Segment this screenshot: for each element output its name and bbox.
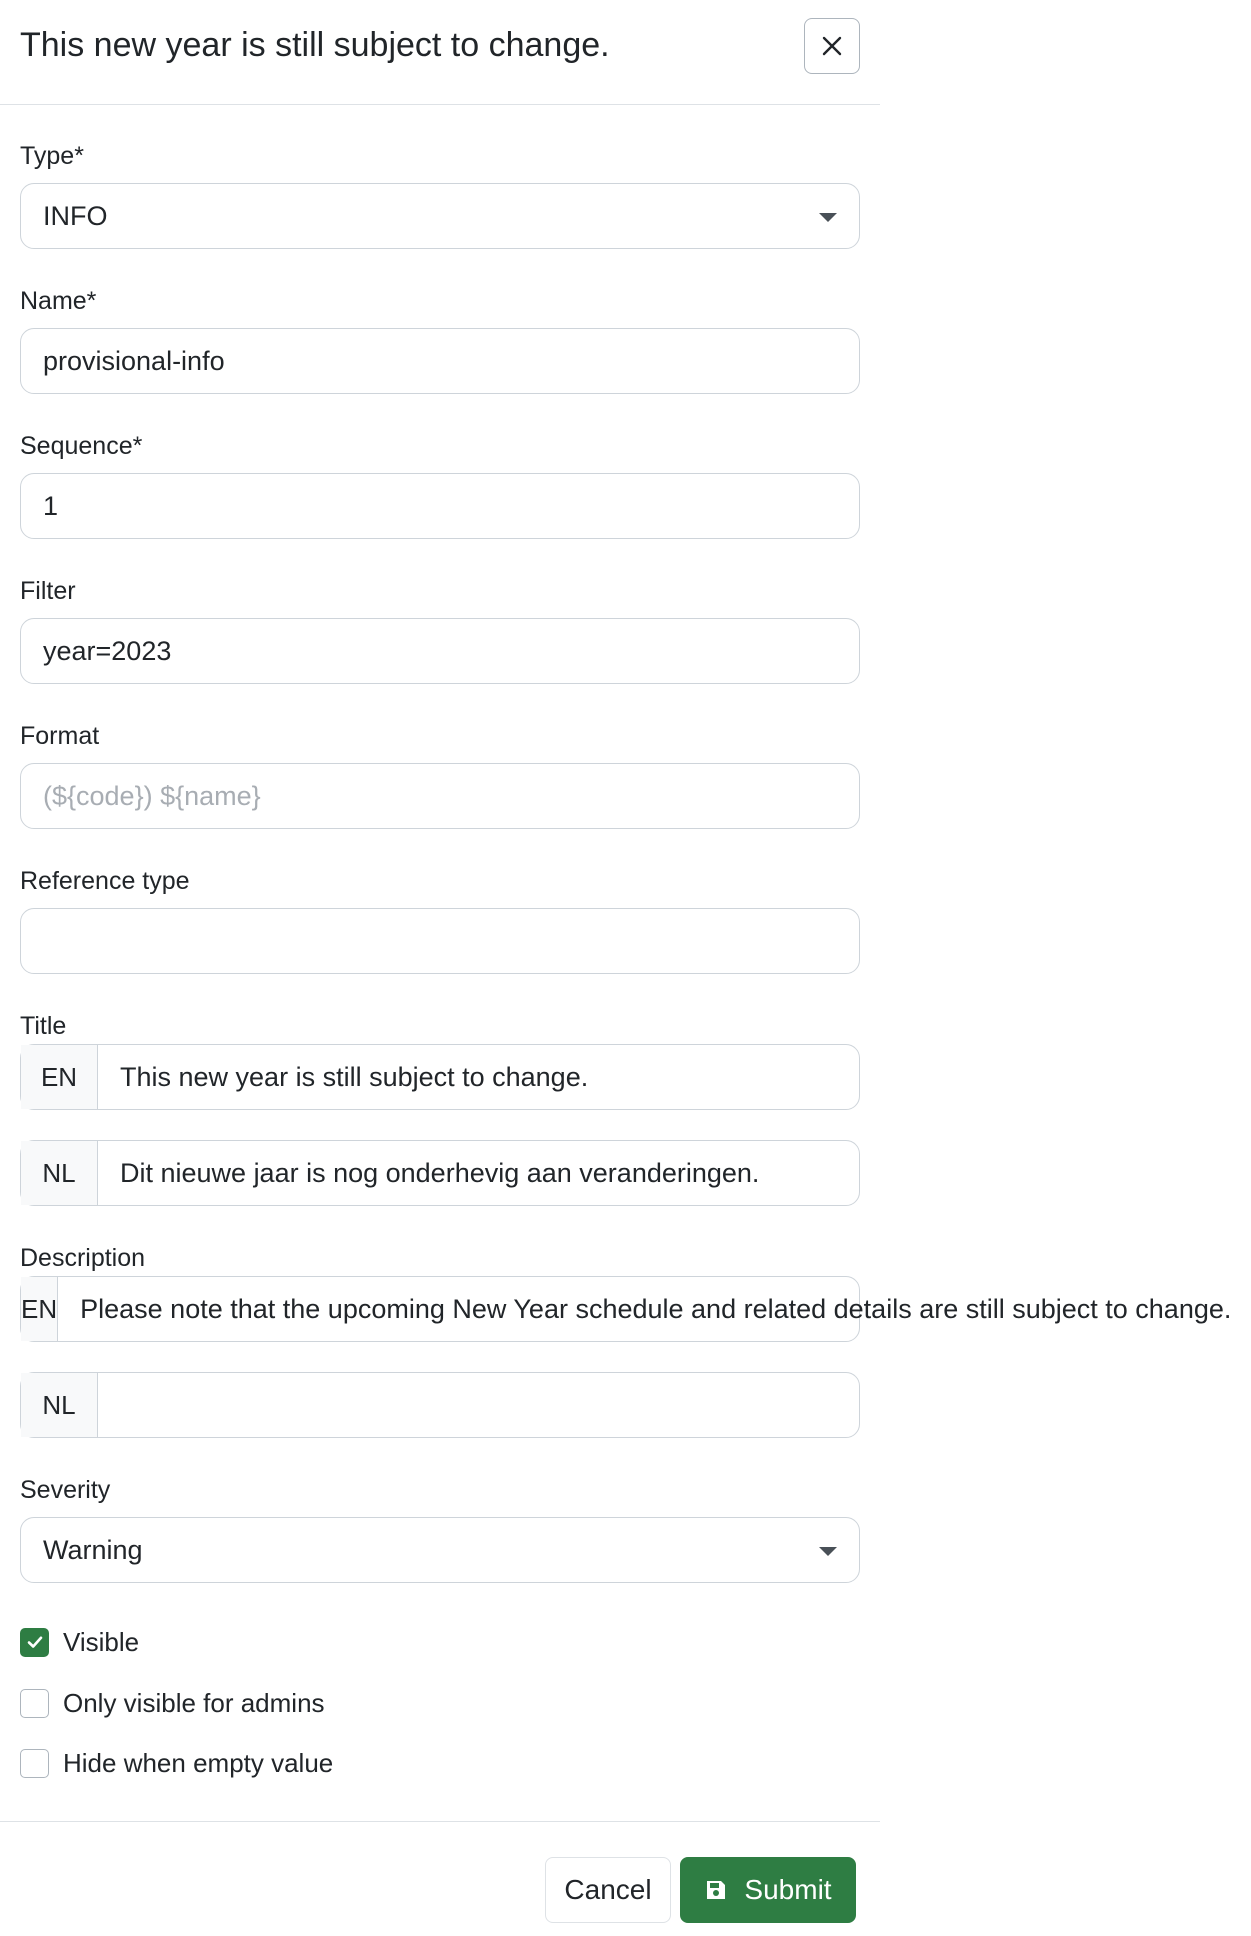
filter-input-value: year=2023 <box>43 635 172 666</box>
hide-empty-checkbox[interactable] <box>20 1749 49 1778</box>
type-select-value: INFO <box>43 200 108 231</box>
modal-header <box>0 0 880 105</box>
checkmark-icon <box>26 1633 44 1651</box>
name-input-value: provisional-info <box>43 345 225 376</box>
modal-body <box>0 105 1232 1821</box>
admins-only-checkbox-row <box>20 1687 325 1719</box>
severity-label: Severity <box>20 1476 111 1504</box>
name-input[interactable] <box>20 328 860 394</box>
visible-checkbox[interactable] <box>20 1628 49 1657</box>
description-en-lang-addon: EN <box>21 1277 58 1341</box>
severity-select-value: Warning <box>43 1534 143 1565</box>
close-icon <box>821 35 843 57</box>
visible-checkbox-label[interactable]: Visible <box>63 1626 140 1657</box>
close-button[interactable] <box>804 18 860 74</box>
admins-only-checkbox[interactable] <box>20 1689 49 1718</box>
description-en-group <box>20 1276 1232 1342</box>
description-en-input[interactable]: Please note that the upcoming New Year schedule and related details are still subject to change. <box>80 1293 1232 1324</box>
description-label: Description <box>20 1244 146 1272</box>
admins-only-checkbox-label[interactable]: Only visible for admins <box>63 1687 325 1718</box>
caret-down-icon <box>819 1547 837 1556</box>
cancel-button[interactable]: Cancel <box>545 1857 671 1923</box>
caret-down-icon <box>819 213 837 222</box>
sequence-label: Sequence* <box>20 432 143 460</box>
modal-footer <box>0 1821 880 1936</box>
title-nl-input[interactable]: Dit nieuwe jaar is nog onderhevig aan veranderingen. <box>120 1157 760 1188</box>
name-label: Name* <box>20 287 97 315</box>
type-label: Type* <box>20 142 84 170</box>
format-input-placeholder: (${code}) ${name} <box>43 780 261 811</box>
title-nl-group <box>20 1140 860 1206</box>
sequence-input[interactable] <box>20 473 860 539</box>
description-nl-lang-addon: NL <box>21 1373 98 1437</box>
format-input[interactable] <box>20 763 860 829</box>
visible-checkbox-row <box>20 1626 139 1658</box>
reference-type-label: Reference type <box>20 867 190 895</box>
filter-label: Filter <box>20 577 76 605</box>
save-icon <box>704 1878 728 1902</box>
description-nl-group <box>20 1372 860 1438</box>
format-label: Format <box>20 722 100 750</box>
modal-title: This new year is still subject to change. <box>20 26 610 64</box>
severity-select[interactable] <box>20 1517 860 1583</box>
submit-button[interactable] <box>680 1857 856 1923</box>
hide-empty-checkbox-row <box>20 1747 333 1779</box>
reference-type-input[interactable] <box>20 908 860 974</box>
title-en-input[interactable]: This new year is still subject to change. <box>120 1061 589 1092</box>
title-en-lang-addon: EN <box>21 1045 98 1109</box>
submit-button-label: Submit <box>744 1874 832 1905</box>
sequence-input-value: 1 <box>43 490 59 521</box>
hide-empty-checkbox-label[interactable]: Hide when empty value <box>63 1747 334 1778</box>
description-nl-input[interactable] <box>98 1373 859 1437</box>
title-en-group <box>20 1044 860 1110</box>
title-label: Title <box>20 1012 67 1040</box>
title-nl-lang-addon: NL <box>21 1141 98 1205</box>
type-select[interactable] <box>20 183 860 249</box>
filter-input[interactable] <box>20 618 860 684</box>
